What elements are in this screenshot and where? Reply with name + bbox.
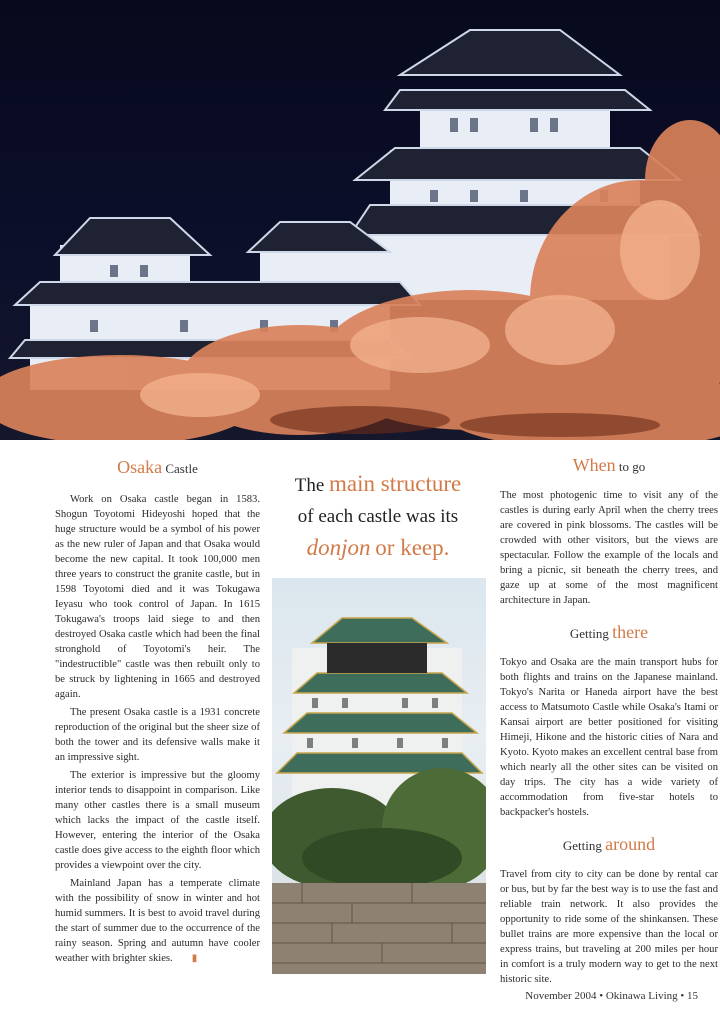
- paragraph: Work on Osaka castle began in 1583. Shogun Toyotomi Hideyoshi hoped that the huge structure would be a symbol of his power as the new ruler of Japan and that Osaka would become the new capital. It took 100,000 men three years to construct the granite castle, but in 1598 Toyotomi died and it was Tokugawa Ieyasu who took control of Japan. In 1615 Tokugawa's troops laid siege to and then destroyed Osaka castle which had been the final stronghold of Toyotomi's heir. The "indestructible" castle was then rebuilt only to be struck by lightening in 1665 and destroyed again.: [55, 494, 260, 700]
- osaka-castle-daytime-photo-icon: [272, 578, 486, 974]
- section-heading: [500, 622, 718, 643]
- section-heading: [500, 834, 718, 855]
- end-mark: ▮: [191, 953, 198, 964]
- travel-info-section: [500, 455, 718, 990]
- paragraph: The exterior is impressive but the gloomy interior tends to disappoint in comparison. Like many other castles there is a small museum which lacks the impact of the castle itself. However, entering the interior of the Osaka castle does give access to the eighth floor which provides a viewpoint over the city.: [55, 770, 260, 871]
- paragraph: The present Osaka castle is a 1931 concrete reproduction of the original but the sheer size of both the tower and its defensive walls make it an impressive sight.: [55, 707, 260, 763]
- page-number: 15: [687, 990, 698, 1002]
- separator-bullet: •: [680, 990, 685, 1002]
- osaka-castle-section: [55, 455, 260, 969]
- heading-accent: there: [612, 622, 649, 642]
- pull-quote-line3: [272, 532, 484, 565]
- hero-photo: [0, 0, 720, 440]
- pull-quote-line2: of each castle was its: [297, 506, 459, 527]
- paragraph: [55, 876, 260, 966]
- night-castle-cherry-blossom-photo-icon: [0, 0, 720, 440]
- page-footer: [525, 990, 698, 1002]
- heading-accent: When: [572, 455, 616, 475]
- pull-quote-line1: [272, 468, 484, 501]
- pull-quote-accent: donjon: [306, 535, 371, 560]
- heading-text: Getting: [569, 626, 609, 641]
- pull-quote-text: The: [294, 475, 325, 496]
- heading-text: Getting: [562, 838, 602, 853]
- paragraph: Travel from city to city can be done by rental car or bus, but by far the best way is to use the fast and reliable train network. It also provides the opportunity to ride some of the shinkansen. These bullet trains are more expensive than the local or express trains, but traveling at 200 miles per hour in comfort is a truly modern way to get to the next historic site.: [500, 869, 718, 985]
- heading-accent: around: [605, 834, 656, 854]
- paragraph-text: Mainland Japan has a temperate climate with the possibility of snow in winter and hot humid summers. It is best to avoid travel during the start of summer due to the occurrence of the rainy season. Spring and autumn have cooler weather with brighter skies.: [55, 878, 260, 964]
- heading-text: Castle: [165, 461, 198, 476]
- magazine-name: Okinawa Living: [605, 990, 678, 1002]
- castle-photo: [272, 578, 486, 974]
- paragraph: Tokyo and Osaka are the main transport hubs for both flights and trains on the Japanese mainland. Tokyo's Narita or Haneda airport have the best access to Matsumoto Castle while Osaka's Itami or Kansai airport are better positioned for visiting Himeji, Hikone and the historic cities of Nara and Kyoto. Kyoto makes an excellent central base from which nearly all the other sites can be visited on day trips. The city has a wide variety of accommodation from five-star hotels to backpacker's hostels.: [500, 657, 718, 818]
- paragraph: The most photogenic time to visit any of the castles is during early April when the cherry trees are covered in pink blossoms. The castles will be crowded with other visitors, but the views are spectacular. Follow the example of the locals and bring a picnic, sit beneath the cherry trees, and gaze up at some of the most magnificent architecture in Japan.: [500, 490, 718, 606]
- pull-quote-accent: main structure: [329, 471, 462, 496]
- pull-quote: [272, 468, 484, 565]
- section-heading: [55, 457, 260, 478]
- heading-text: to go: [618, 459, 646, 474]
- pull-quote-accent: or keep.: [375, 535, 450, 560]
- issue-date: November 2004: [525, 990, 597, 1002]
- section-heading: [500, 455, 718, 476]
- heading-accent: Osaka: [117, 457, 163, 477]
- separator-bullet: •: [599, 990, 604, 1002]
